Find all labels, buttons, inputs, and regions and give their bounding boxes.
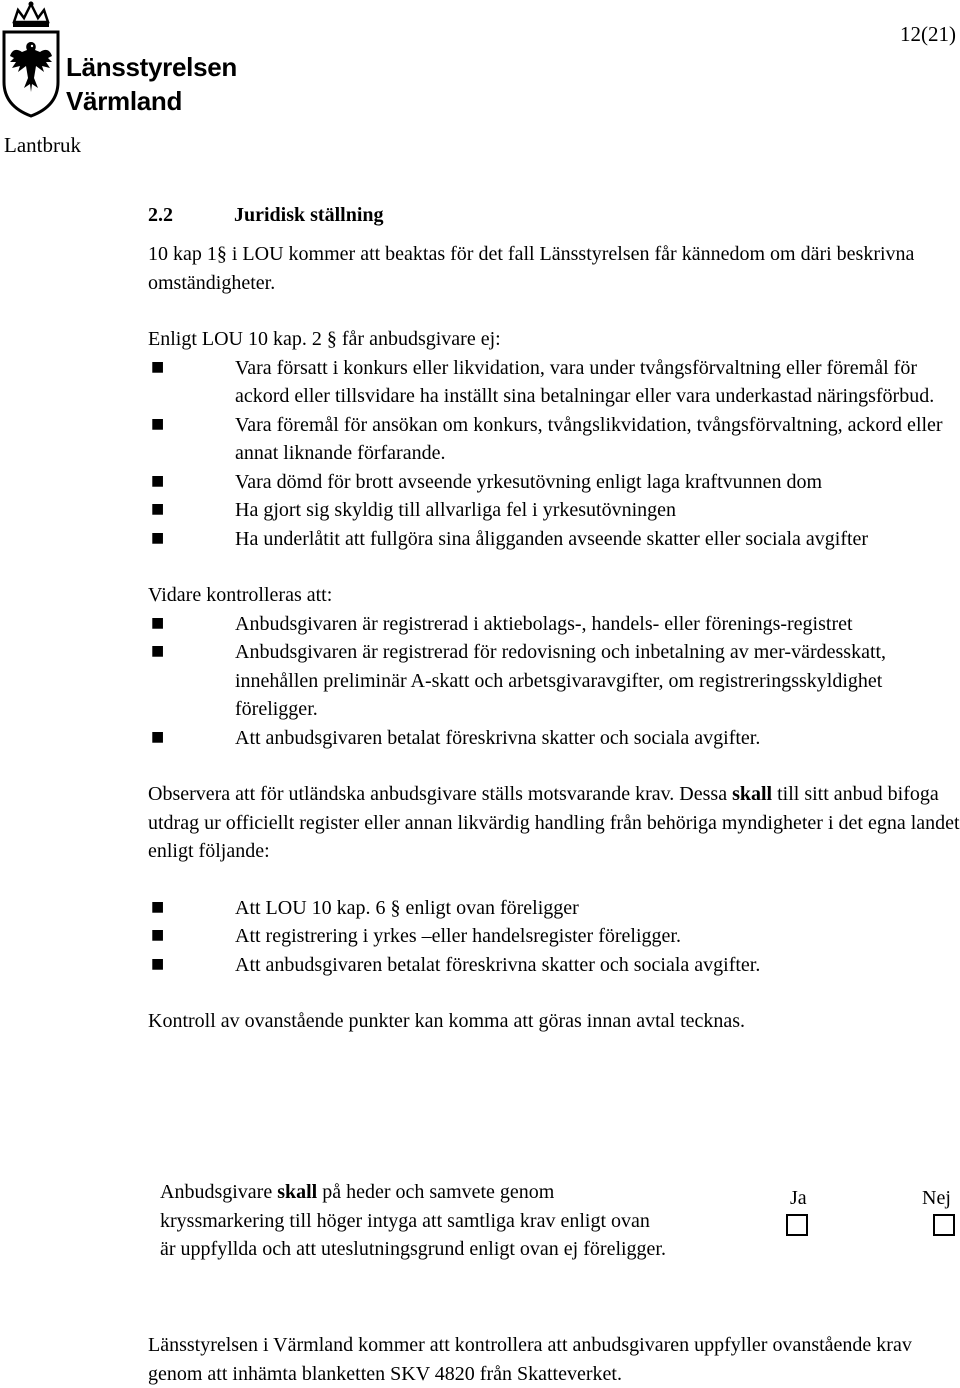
declaration-text: Anbudsgivare skall på heder och samvete genom kryssmarkering till höger intyga att samtliga krav enligt ovan är uppfyllda och att uteslutningsgrund enligt ovan ej föreligger.	[160, 1181, 666, 1260]
square-bullet-icon: ■	[151, 501, 165, 517]
list-item: ■ Att anbudsgivaren betalat föreskrivna skatter och sociala avgifter.	[151, 953, 761, 976]
section-title: Juridisk ställning	[234, 204, 384, 226]
square-bullet-icon: ■	[151, 358, 165, 375]
square-bullet-icon: ■	[151, 898, 165, 915]
exclusion-list	[148, 354, 960, 554]
list-item: ■ Vara föremål för ansökan om konkurs, tvångslikvidation, tvångsförvaltning, ackord eller annat liknande förfarande.	[151, 413, 943, 464]
list-item: ■ Att registrering i yrkes –eller handelsregister föreligger.	[151, 925, 681, 947]
no-checkbox[interactable]	[933, 1214, 955, 1236]
square-bullet-icon: ■	[151, 927, 165, 943]
list-item: ■ Att LOU 10 kap. 6 § enligt ovan föreligger	[151, 896, 579, 919]
foreign-list	[148, 894, 960, 980]
page-number: 12(21)	[900, 22, 956, 46]
list-item: ■ Att anbudsgivaren betalat föreskrivna skatter och sociala avgifter.	[151, 726, 761, 749]
no-label: Nej	[922, 1187, 951, 1209]
list-item: ■ Anbudsgivaren är registrerad i aktiebolags-, handels- eller förenings-registret	[151, 612, 853, 635]
emphasis-skall: skall	[277, 1181, 318, 1203]
yes-label: Ja	[790, 1187, 807, 1209]
yes-checkbox[interactable]	[786, 1214, 808, 1236]
logo-name-line2: Värmland	[66, 86, 183, 116]
intro-paragraph: 10 kap 1§ i LOU kommer att beaktas för det fall Länsstyrelsen får kännedom om däri beskrivna omständigheter.	[148, 243, 915, 294]
controls-list	[148, 610, 960, 753]
closing-paragraph: Länsstyrelsen i Värmland kommer att kontrollera att anbudsgivaren uppfyller ovanstående krav genom att inhämta blanketten SKV 4820 från Skatteverket.	[148, 1334, 912, 1385]
list-item: ■ Vara försatt i konkurs eller likvidation, vara under tvångsförvaltning eller föremål för ackord eller tillsvidare ha inställt sina betalningar eller vara underkastad näringsförbud.	[151, 356, 935, 407]
list-item: ■ Ha underlåtit att fullgöra sina åligganden avseende skatter eller sociala avgifter	[151, 527, 869, 550]
square-bullet-icon: ■	[151, 643, 165, 659]
emphasis-skall: skall	[732, 783, 773, 805]
square-bullet-icon: ■	[151, 472, 165, 489]
agency-logo	[0, 0, 237, 125]
logo-wordmark	[66, 50, 237, 118]
exclusion-lead: Enligt LOU 10 kap. 2 § får anbudsgivare ej:	[148, 328, 501, 350]
timing-note: Kontroll av ovanstående punkter kan komma att göras innan avtal tecknas.	[148, 1010, 746, 1032]
department-label: Lantbruk	[4, 133, 81, 157]
controls-lead: Vidare kontrolleras att:	[148, 584, 333, 606]
square-bullet-icon: ■	[151, 529, 165, 546]
square-bullet-icon: ■	[151, 614, 165, 631]
document-body	[148, 200, 960, 1036]
square-bullet-icon: ■	[151, 728, 165, 745]
list-item: ■ Vara dömd för brott avseende yrkesutövning enligt laga kraftvunnen dom	[151, 470, 823, 493]
coat-of-arms-icon	[0, 0, 62, 120]
square-bullet-icon: ■	[151, 955, 165, 972]
list-item: ■ Anbudsgivaren är registrerad för redovisning och inbetalning av mer-värdesskatt, innehållen preliminär A-skatt och arbetsgivaravgifter, om registreringsskyldighet föreligger.	[151, 641, 887, 720]
section-heading	[148, 200, 960, 230]
list-item: ■ Ha gjort sig skyldig till allvarliga fel i yrkesutövningen	[151, 499, 677, 521]
square-bullet-icon: ■	[151, 415, 165, 432]
logo-name-line1: Länsstyrelsen	[66, 52, 237, 82]
section-number: 2.2	[148, 204, 173, 226]
foreign-paragraph: Observera att för utländska anbudsgivare ställs motsvarande krav. Dessa skall till sitt anbud bifoga utdrag ur officiellt register eller annan likvärdig handling från behöriga myndigheter i det egna landet enligt följande:	[148, 783, 960, 862]
